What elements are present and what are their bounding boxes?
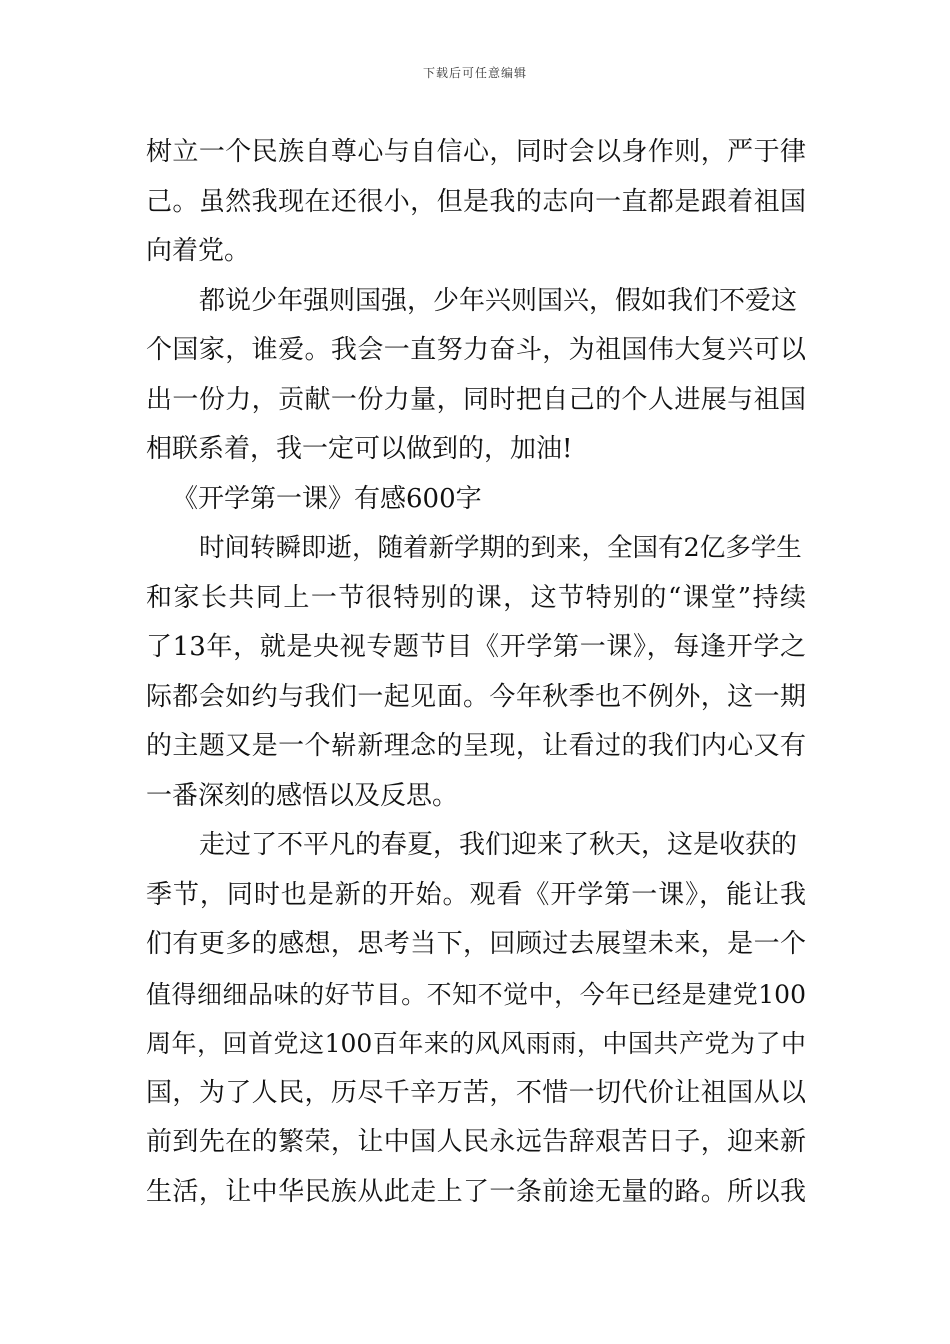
text-line: 季节，同时也是新的开始。观看《开学第一课》，能让我 <box>146 879 806 910</box>
text-line: 时间转瞬即逝，随着新学期的到来，全国有2亿多学生 <box>199 533 802 563</box>
text-line: 生活，让中华民族从此走上了一条前途无量的路。所以我 <box>146 1176 806 1207</box>
text-line: 向着党。 <box>146 236 251 266</box>
text-line: 的主题又是一个崭新理念的呈现，让看过的我们内心又有 <box>146 731 806 761</box>
text-line: 了13年，就是央视专题节目《开学第一课》，每逢开学之 <box>146 632 806 662</box>
text-line: 值得细细品味的好节目。不知不觉中，今年已经是建党100 <box>146 979 806 1009</box>
text-line: 周年，回首党这100百年来的风风雨雨，中国共产党为了中 <box>146 1029 806 1058</box>
text-line: 们有更多的感想，思考当下，回顾过去展望未来，是一个 <box>146 929 806 959</box>
text-line: 国，为了人民，历尽千辛万苦，不惜一切代价让祖国从以 <box>146 1077 806 1108</box>
text-line: 己。虽然我现在还很小，但是我的志向一直都是跟着祖国 <box>146 186 806 217</box>
text-line: 走过了不平凡的春夏，我们迎来了秋天，这是收获的 <box>199 830 798 860</box>
text-line: 个国家，谁爱。我会一直努力奋斗，为祖国伟大复兴可以 <box>146 335 806 365</box>
text-line: 前到先在的繁荣，让中国人民永远告辞艰苦日子，迎来新 <box>146 1127 806 1157</box>
text-line: 际都会如约与我们一起见面。今年秋季也不例外，这一期 <box>146 681 806 712</box>
text-line: 树立一个民族自尊心与自信心，同时会以身作则，严于律 <box>146 137 806 167</box>
text-line: 和家长共同上一节很特别的课，这节特别的“课堂”持续 <box>146 582 806 613</box>
text-line: 相联系着，我一定可以做到的，加油! <box>146 434 573 464</box>
text-line: 一番深刻的感悟以及反思。 <box>146 780 459 811</box>
section-heading: 《开学第一课》有感600字 <box>172 483 482 514</box>
document-body <box>146 128 806 1217</box>
text-line: 都说少年强则国强，少年兴则国兴，假如我们不爱这 <box>199 285 798 316</box>
text-line: 出一份力，贡献一份力量，同时把自己的个人进展与祖国 <box>146 384 806 415</box>
page-header: 下载后可任意编辑 <box>422 66 527 80</box>
